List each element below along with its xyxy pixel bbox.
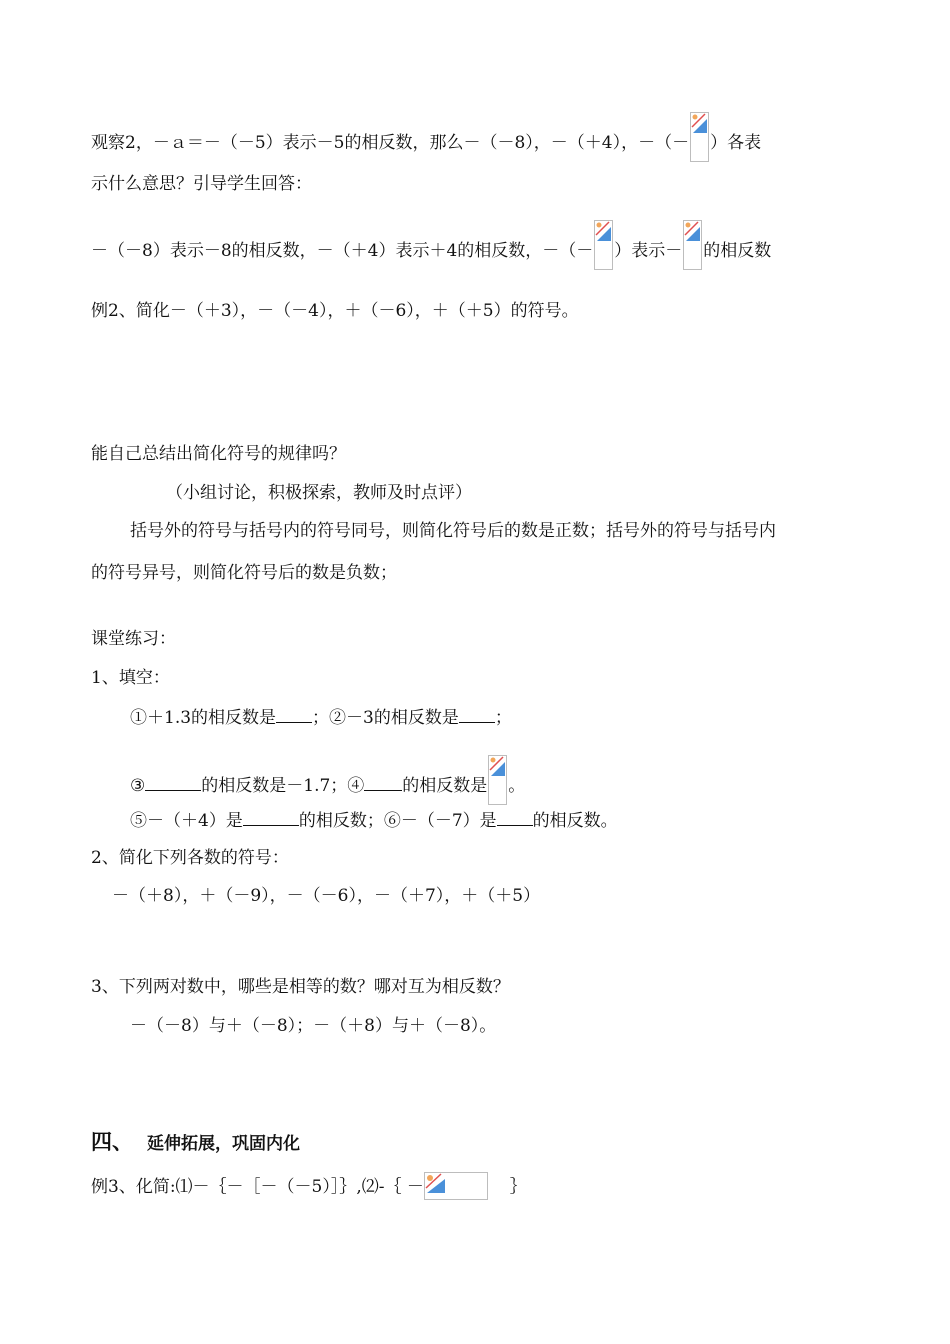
question-3 bbox=[91, 975, 510, 999]
text: －（－8）与＋（－8）；－（＋8）与＋（－8）。 bbox=[130, 1016, 497, 1036]
section-title: 延伸拓展，巩固内化 bbox=[147, 1134, 300, 1154]
answer-blank bbox=[364, 772, 402, 791]
text: 例2、简化－（＋3），－（－4），＋（－6），＋（＋5）的符号。 bbox=[91, 301, 579, 321]
text: 的符号异号，则简化符号后的数是负数； bbox=[91, 563, 397, 583]
simplify-heading bbox=[91, 846, 289, 870]
example-2 bbox=[91, 299, 579, 323]
text: ）各表 bbox=[710, 133, 762, 153]
text: 的相反数；⑥－（－7）是 bbox=[298, 811, 497, 831]
text: ③ bbox=[130, 776, 146, 796]
broken-image-icon bbox=[488, 755, 507, 805]
broken-image-icon bbox=[683, 220, 702, 270]
fill-item-5-6 bbox=[130, 807, 618, 833]
section-number: 四、 bbox=[91, 1130, 133, 1154]
text: 。 bbox=[508, 776, 526, 796]
answer-blank bbox=[145, 772, 201, 791]
answer-blank bbox=[276, 704, 312, 723]
text: 的相反数是－1.7；④ bbox=[201, 776, 365, 796]
broken-image-icon bbox=[690, 112, 709, 162]
text: 能自己总结出简化符号的规律吗？ bbox=[91, 444, 346, 464]
answer-line bbox=[91, 220, 771, 270]
text: （小组讨论，积极探索，教师及时点评） bbox=[166, 483, 472, 503]
group-discussion bbox=[166, 481, 472, 505]
observation-2-line-2 bbox=[91, 172, 312, 196]
text: ｝ bbox=[509, 1177, 527, 1197]
rule-line-1 bbox=[130, 519, 776, 543]
simplify-list bbox=[112, 884, 540, 908]
rule-line-2 bbox=[91, 561, 397, 585]
text: ①＋1.3的相反数是 bbox=[130, 708, 277, 728]
text: ；②－3的相反数是 bbox=[312, 708, 459, 728]
broken-image-icon bbox=[424, 1172, 488, 1200]
text: 1、填空： bbox=[91, 668, 170, 688]
answer-blank bbox=[497, 807, 533, 826]
text: ⑤－（＋4）是 bbox=[130, 811, 243, 831]
text: 课堂练习： bbox=[91, 629, 176, 649]
observation-2-line bbox=[91, 112, 761, 162]
text: 示什么意思？引导学生回答： bbox=[91, 174, 312, 194]
text: 观察2，－ａ＝－（－5）表示－5的相反数，那么－（－8），－（＋4），－（－ bbox=[91, 133, 690, 153]
text: 3、下列两对数中，哪些是相等的数？哪对互为相反数？ bbox=[91, 977, 510, 997]
text: ； bbox=[494, 708, 512, 728]
section-4-heading bbox=[91, 1130, 300, 1156]
text: ）表示－ bbox=[614, 241, 683, 261]
rule-question bbox=[91, 442, 346, 466]
broken-image-icon bbox=[594, 220, 613, 270]
fill-item-1-2 bbox=[130, 704, 512, 730]
text: 例3、化简:⑴－｛－［－（－5）］｝,⑵-｛ － bbox=[91, 1177, 424, 1197]
answer-blank bbox=[243, 807, 299, 826]
text: 的相反数 bbox=[703, 241, 772, 261]
practice-heading bbox=[91, 627, 176, 651]
text: 的相反数是 bbox=[402, 776, 488, 796]
question-3-pairs bbox=[130, 1014, 496, 1038]
answer-blank bbox=[459, 704, 495, 723]
text: －（＋8），＋（－9），－（－6），－（＋7），＋（＋5） bbox=[112, 886, 541, 906]
text: 括号外的符号与括号内的符号同号，则简化符号后的数是正数；括号外的符号与括号内 bbox=[130, 521, 776, 541]
fill-heading bbox=[91, 666, 170, 690]
fill-item-3-4 bbox=[130, 755, 525, 805]
text: －（－8）表示－8的相反数，－（＋4）表示＋4的相反数，－（－ bbox=[91, 241, 594, 261]
example-3 bbox=[91, 1172, 527, 1200]
text: 2、简化下列各数的符号： bbox=[91, 848, 289, 868]
text: 的相反数。 bbox=[532, 811, 618, 831]
